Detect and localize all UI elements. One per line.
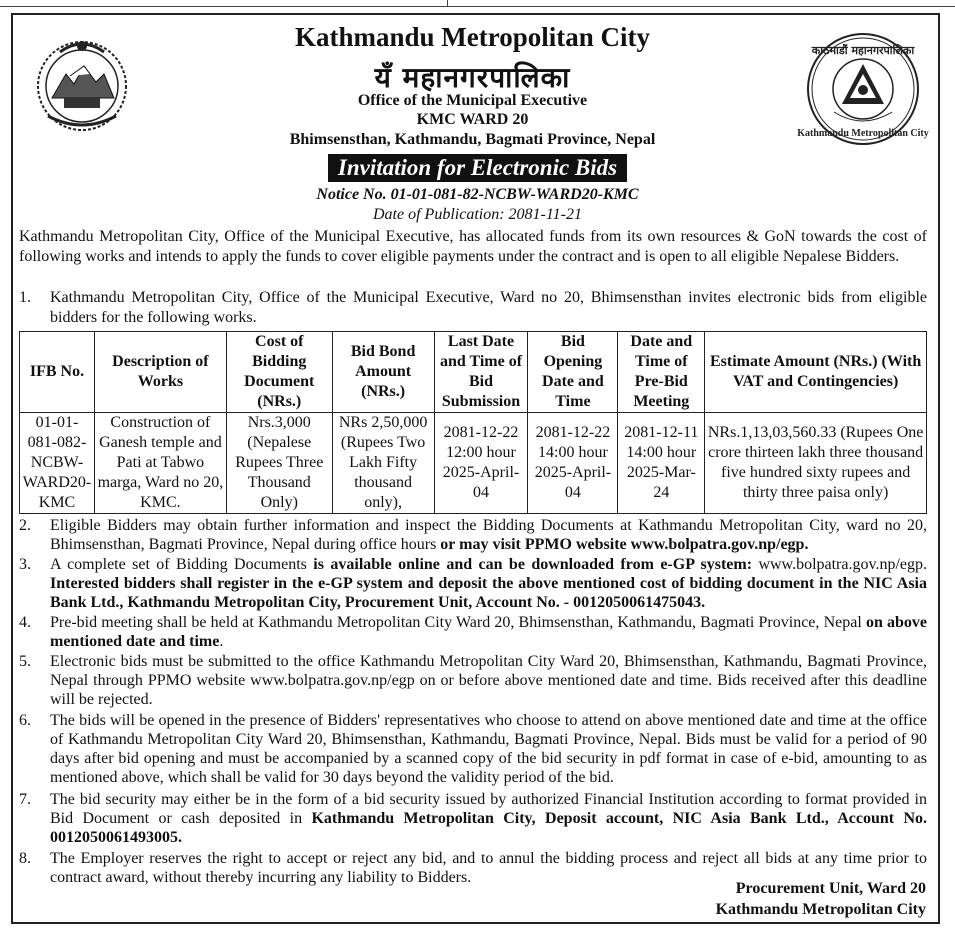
svg-text:Kathmandu Metropolitan City: Kathmandu Metropolitan City	[797, 128, 929, 139]
clause-text: Electronic bids must be submitted to the office Kathmandu Metropolitan City Ward 20, Bhimsensthan, Kathmandu, Bagmati Province, Nepal through PPMO website www.bolpatra.gov.np/egp on or before above mentioned date and time. Bids received after this deadline will be rejected.	[50, 653, 927, 708]
clause-number: 2.	[19, 517, 31, 534]
clause-number: 8.	[19, 850, 31, 867]
column-header: Last Date and Time of Bid Submission	[434, 332, 528, 413]
clause-bold-text: is available online and can be downloaded from e-GP system:	[313, 556, 753, 573]
kmc-seal-logo	[797, 30, 929, 148]
table-cell: 2081-12-22 14:00 hour 2025-April-04	[528, 413, 618, 514]
top-rule	[0, 6, 955, 7]
clause-number: 7.	[19, 791, 31, 808]
clause-bold-text: Kathmandu Metropolitan City, Deposit account, NIC Asia Bank Ltd., Account No. 0012050061493005.	[50, 810, 927, 846]
header-city: Kathmandu Metropolitan City	[294, 22, 651, 52]
table-header-row	[20, 332, 927, 413]
header-address: Bhimsensthan, Kathmandu, Bagmati Province, Nepal	[289, 131, 656, 148]
table-cell: Construction of Ganesh temple and Pati at Tabwo marga, Ward no 20, KMC.	[94, 413, 226, 514]
clause-bold-text: Interested bidders shall register in the e-GP system and deposit the above mentioned cost of bidding document in the NIC Asia Bank Ltd., Kathmandu Metropolitan City, Procurement Unit, Account No. - 0012050061475043.	[50, 575, 927, 611]
clause-2	[19, 516, 927, 554]
column-header: IFB No.	[20, 332, 95, 413]
header-city-nepali: यँ महानगरपालिका	[374, 61, 571, 94]
clause-bold-text: or may visit PPMO website www.bolpatra.gov.np/egp.	[440, 536, 809, 553]
clause-number: 5.	[19, 653, 31, 670]
ifb-table	[19, 331, 927, 514]
kmc-emblem-logo	[30, 32, 134, 136]
table-cell: 2081-12-22 12:00 hour 2025-April-04	[434, 413, 528, 514]
notice-title: Invitation for Electronic Bids	[328, 154, 627, 182]
header-office: Office of the Municipal Executive	[357, 92, 588, 109]
clause-text: The bid security may either be in the form of a bid security issued by authorized Financial Institution according to format provided in Bid Document or cash deposited in	[50, 791, 927, 827]
intro-paragraph: Kathmandu Metropolitan City, Office of the Municipal Executive, has allocated funds from its own resources & GoN towards the cost of following works and intends to apply the funds to cover eligible payments under the contract and is open to all eligible Nepalese Bidders.	[19, 228, 927, 265]
column-header: Estimate Amount (NRs.) (With VAT and Contingencies)	[705, 332, 927, 413]
column-header: Cost of Bidding Document (NRs.)	[226, 332, 332, 413]
clause-text: Pre-bid meeting shall be held at Kathmandu Metropolitan City Ward 20, Bhimsensthan, Kathmandu, Bagmati Province, Nepal	[50, 614, 866, 631]
table-cell: NRs.1,13,03,560.33 (Rupees One crore thirteen lakh three thousand five hundred sixty rupees and thirty three paisa only)	[705, 413, 927, 514]
clause-text: .	[219, 633, 224, 650]
clause-text: A complete set of Bidding Documents	[50, 556, 314, 573]
top-tick	[447, 0, 448, 6]
clause-number: 3.	[19, 556, 31, 573]
column-header: Description of Works	[94, 332, 226, 413]
clause-text: The Employer reserves the right to accept or reject any bid, and to annul the bidding process and reject all bids at any time prior to contract award, without thereby incurring any liability to Bidders.	[50, 850, 927, 886]
svg-text:काठमाडौं महानगरपालिका: काठमाडौं महानगरपालिका	[811, 44, 915, 57]
clause-bold-text: on above mentioned date and time	[50, 614, 927, 650]
clause-text: www.bolpatra.gov.np/egp.	[752, 556, 927, 573]
table-cell: 01-01-081-082-NCBW-WARD20-KMC	[20, 413, 95, 514]
signature-unit: Procurement Unit, Ward 20	[735, 880, 926, 897]
column-header: Date and Time of Pre-Bid Meeting	[618, 332, 705, 413]
clause-4	[19, 613, 927, 651]
column-header: Bid Bond Amount (NRs.)	[332, 332, 434, 413]
clause-5	[19, 652, 927, 709]
signature-city: Kathmandu Metropolitan City	[715, 901, 926, 918]
clause-text: Eligible Bidders may obtain further information and inspect the Bidding Documents at Kathmandu Metropolitan City, ward no 20, Bhimsensthan, Bagmati Province, Nepal during office hours	[50, 517, 927, 553]
table-cell: NRs 2,50,000 (Rupees Two Lakh Fifty thousand only),	[332, 413, 434, 514]
table-cell: Nrs.3,000 (Nepalese Rupees Three Thousand Only)	[226, 413, 332, 514]
table-cell: 2081-12-11 14:00 hour 2025-Mar-24	[618, 413, 705, 514]
clause-number: 4.	[19, 614, 31, 631]
header-ward: KMC WARD 20	[416, 111, 529, 128]
clause-7	[19, 790, 927, 847]
column-header: Bid Opening Date and Time	[528, 332, 618, 413]
clause-6	[19, 711, 927, 787]
clause-text: Kathmandu Metropolitan City, Office of the Municipal Executive, Ward no 20, Bhimsensthan invites electronic bids from eligible bidders for the following works.	[50, 289, 927, 326]
clause-text: The bids will be opened in the presence of Bidders' representatives who choose to attend on above mentioned date and time at the office of Kathmandu Metropolitan City Ward 20, Bhimsensthan, Kathmandu, Bagmati Province, Nepal. Bids must be valid for a period of 90 days after bid opening and must be accompanied by a scanned copy of the bid security in pdf format in case of e-bid, amounting to as mentioned above, which shall be valid for 30 days beyond the validity period of the bid.	[50, 712, 927, 786]
clause-1	[19, 288, 927, 328]
notice-number: Notice No. 01-01-081-82-NCBW-WARD20-KMC	[316, 186, 639, 203]
clause-3	[19, 555, 927, 612]
clause-number: 6.	[19, 712, 31, 729]
publication-date: Date of Publication: 2081-11-21	[373, 206, 582, 223]
table-row	[20, 413, 927, 514]
clause-number: 1.	[19, 289, 31, 306]
